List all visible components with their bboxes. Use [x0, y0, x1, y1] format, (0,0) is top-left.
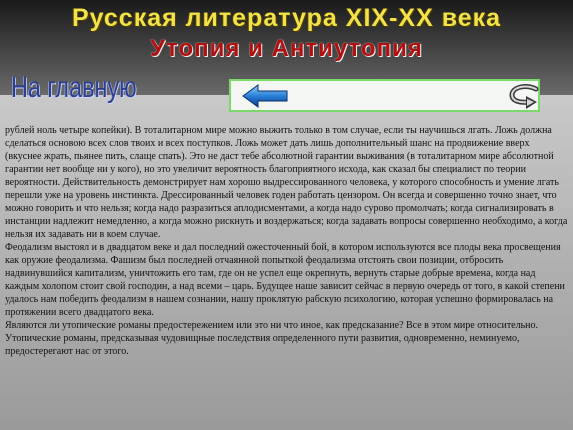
- back-button[interactable]: [242, 84, 288, 108]
- article-text: [5, 124, 568, 358]
- paragraph: рублей ноль четыре копейки). В тоталитарном мире можно выжить только в том случае, если ты научишься лгать. Ложь должна сделаться основою всех слов твоих и всех поступков. Ложь может дать лишь дополнительный шанс на продвижение вверх (вкуснее жрать, пьянее пить, слаще спать). Это не даст тебе абсолютной гарантии выживания (в тоталитарном мире абсолютной гарантии нет вообще ни у кого), но это увеличит вероятность благоприятного исхода, как сказал бы специалист по теории вероятности. Действительность демонстрирует нам хорошо выдрессированного человека, у которого способность и умение лгать перешли уже на уровень инстинкта. Дрессированный человек годен работать цензором. Он всегда и совершенно точно знает, что можно говорить и что нельзя; когда надо разразиться аплодисментами, а когда надо сурово промолчать; когда сигнализировать в инстанции надлежит немедленно, а когда можно рискнуть и воздержаться; когда задавать вопросы совершенно необходимо, а когда нельзя их задавать ни в коем случае.: [5, 125, 568, 240]
- curved-return-arrow-icon: [506, 84, 542, 114]
- paragraph: Являются ли утопические романы предостережением или это ни что иное, как предсказание? Все в этом мире относительно. Утопические романы, предсказывая чудовищные последствия определенного пути развития, одновременно, неминуемо, предостерегают нас от этого.: [5, 320, 539, 357]
- home-link[interactable]: На главную: [11, 71, 137, 104]
- page-title: Русская литература XIX-XX века: [71, 4, 502, 32]
- page-subtitle: Утопия и Антиутопия: [150, 35, 423, 62]
- arrow-left-icon: [242, 84, 288, 108]
- paragraph: Феодализм выстоял и в двадцатом веке и дал последний ожесточенный бой, в котором используются все плоды века просвещения как оружие феодализма. Фашизм был последней отчаянной попыткой феодализма отстоять свои позиции, отбросить надвинувшийся капитализм, уничтожить его там, где он не успел еще окрепнуть, вернуть старые добрые времена, когда над каждым холопом стоит свой господин, а над всеми – царь. Будущее наше зависит сейчас в первую очередь от того, в какой степени удалось нам победить феодализм в нашем сознании, нашу проклятую рабскую психологию, которая успешно формировалась на протяжении всего двадцатого века.: [5, 242, 565, 318]
- return-button[interactable]: [506, 84, 542, 114]
